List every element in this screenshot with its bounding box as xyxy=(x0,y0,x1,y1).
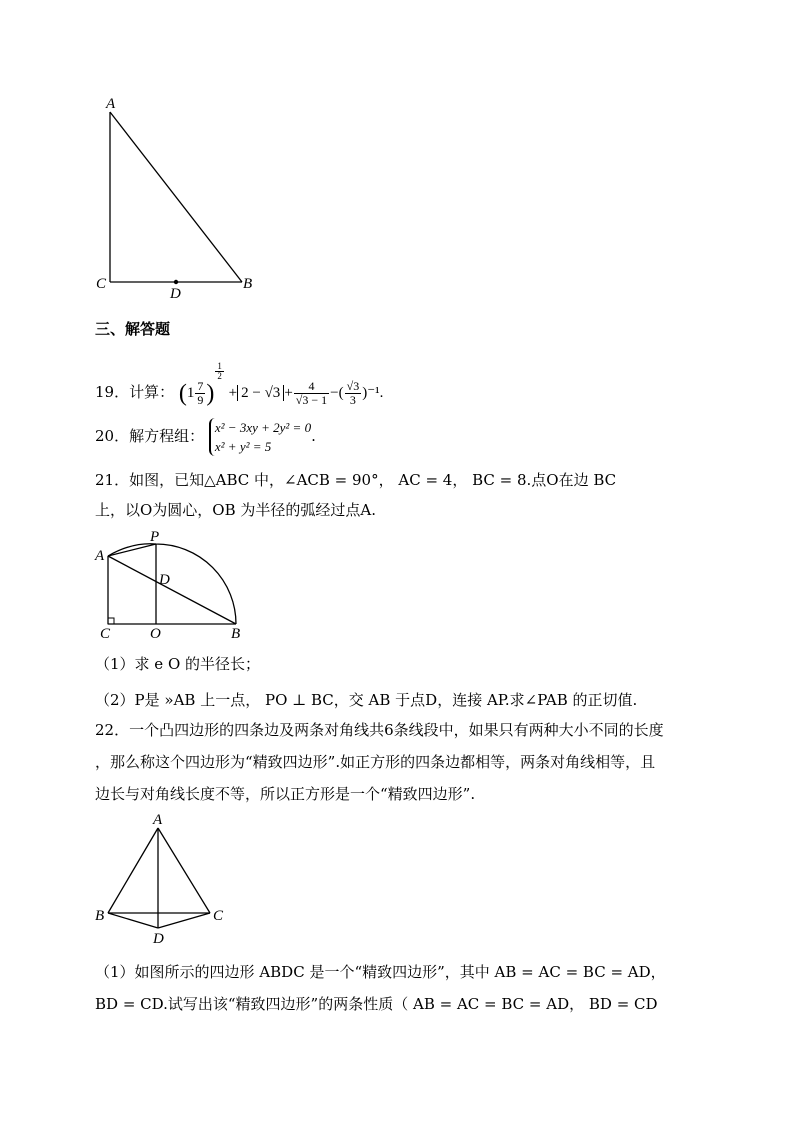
figure-triangle-abc xyxy=(90,90,270,305)
point-d xyxy=(174,280,178,284)
figure-quadrilateral-abdc xyxy=(92,810,237,950)
q20-number: 20． xyxy=(95,427,130,445)
segment-ab xyxy=(108,556,236,624)
q19-mixed-fraction: $\frac{7}{9}$ xyxy=(197,379,204,408)
question-19 xyxy=(95,362,383,407)
segment-bd xyxy=(108,913,158,928)
question-22-line1: 22．一个凸四边形的四条边及两条对角线共6条线段中，如果只有两种大小不同的长度 xyxy=(95,721,664,739)
question-21-line2: 上，以O为圆心，OB 为半径的弧经过点A. xyxy=(95,501,376,519)
q19-expression: (1 $\frac{7}{9}$ ) $\frac{1}{2}$ + 2 − √3 + $\frac{4}{√3 - 1}$ −( $\frac{√3}{3}$ )⁻¹. xyxy=(178,361,384,408)
q19-whole: 1 xyxy=(186,385,195,401)
question-22-part1-line1: （1）如图所示的四边形 ABDC 是一个“精致四边形”，其中 AB = AC = BC = AD， xyxy=(95,963,666,981)
question-21-line1: 21．如图，已知△ABC 中，∠ACB = 90°， AC = 4， BC = 8.点O在边 BC xyxy=(95,471,617,489)
q20-eq1: x² − 3xy + 2y² = 0 xyxy=(214,420,312,435)
q19-abs: 2 − √3 xyxy=(237,385,284,401)
label-c: C xyxy=(100,626,111,642)
q19-small-fraction: $\frac{√3}{3}$ xyxy=(346,379,360,408)
label-a: A xyxy=(95,548,105,564)
question-22-line3: 边长与对角线长度不等，所以正方形是一个“精致四边形”. xyxy=(95,785,476,803)
q19-fraction: $\frac{4}{√3 - 1}$ xyxy=(295,379,328,408)
right-angle-mark xyxy=(108,618,114,624)
label-d: D xyxy=(170,286,181,302)
arc-ab xyxy=(108,544,236,624)
question-20: 20．解方程组： x² − 3xy + 2y² = 0 x² + y² = 5 . xyxy=(95,420,316,454)
q20-eq2: x² + y² = 5 xyxy=(214,439,272,454)
q19-prompt: 计算： xyxy=(129,383,175,401)
q19-exponent: $\frac{1}{2}$ xyxy=(217,361,222,381)
figure-arc-construction xyxy=(92,528,257,643)
segment-cd xyxy=(158,913,210,928)
q20-prompt: 解方程组： xyxy=(129,427,205,445)
label-d: D xyxy=(153,931,164,947)
question-22-part1-line2: BD = CD.试写出该“精致四边形”的两条性质（ AB = AC = BC = AD， BD = CD xyxy=(95,995,658,1013)
label-a: A xyxy=(153,812,163,828)
question-22-line2: ，那么称这个四边形为“精致四边形”.如正方形的四条边都相等，两条对角线相等，且 xyxy=(95,753,656,771)
question-21-part2: （2）P是 »AB 上一点， PO ⊥ BC，交 AB 于点D，连接 AP.求∠PAB 的正切值. xyxy=(95,691,638,709)
question-21-part1: （1）求 e O 的半径长； xyxy=(95,655,261,673)
label-b: B xyxy=(95,908,105,924)
label-b: B xyxy=(231,626,241,642)
label-c: C xyxy=(213,908,224,924)
section-heading: 三、解答题 xyxy=(95,320,171,338)
label-p: P xyxy=(150,529,160,545)
label-b: B xyxy=(243,276,253,292)
segment-ab xyxy=(108,828,158,913)
q19-number: 19． xyxy=(95,383,130,401)
segment-ac xyxy=(158,828,210,913)
label-o: O xyxy=(150,626,161,642)
label-c: C xyxy=(96,276,107,292)
q20-system xyxy=(209,418,311,456)
segment-ab xyxy=(110,112,242,282)
label-a: A xyxy=(106,96,116,112)
label-d: D xyxy=(159,572,170,588)
